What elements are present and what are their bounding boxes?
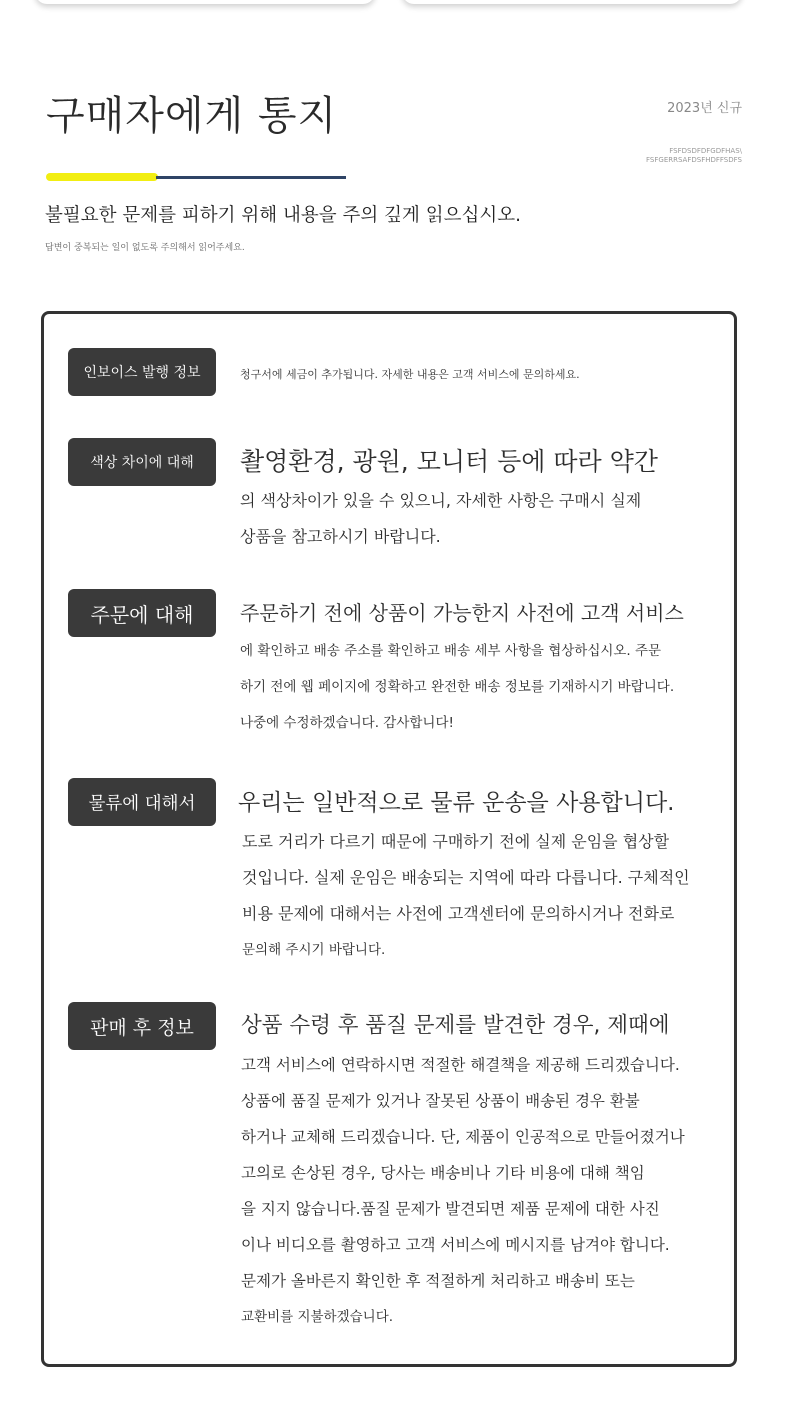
invoice-text-block [240, 366, 715, 382]
logistics-line: 문의해 주시기 바랍니다. [242, 942, 386, 958]
order-line: 하기 전에 웹 페이지에 정확하고 완전한 배송 정보를 기재하시기 바랍니다. [240, 679, 675, 695]
aftersale-line: 교환비를 지불하겠습니다. [241, 1309, 394, 1325]
top-card-right [402, 0, 742, 4]
aftersale-line: 이나 비디오를 촬영하고 고객 서비스에 메시지를 남겨야 합니다. [241, 1236, 670, 1254]
order-line: 나중에 수정하겠습니다. 감사합니다! [240, 715, 454, 731]
aftersale-lead: 상품 수령 후 품질 문제를 발견한 경우, 제때에 [241, 1013, 670, 1038]
subtitle: 불필요한 문제를 피하기 위해 내용을 주의 깊게 읽으십시오. [45, 205, 521, 226]
color-line: 상품을 참고하시기 바랍니다. [240, 527, 441, 546]
aftersale-line: 고의로 손상된 경우, 당사는 배송비나 기타 비용에 대해 책임 [241, 1164, 645, 1182]
aftersale-line: 고객 서비스에 연락하시면 적절한 해결책을 제공해 드리겠습니다. [241, 1056, 680, 1074]
color-lead: 촬영환경, 광원, 모니터 등에 따라 약간 [240, 447, 658, 476]
logistics-line: 도로 거리가 다르기 때문에 구매하기 전에 실제 운임을 협상할 [242, 832, 670, 851]
badge-order: 주문에 대해 [68, 589, 216, 637]
badge-logistics: 물류에 대해서 [68, 778, 216, 826]
aftersale-line: 상품에 품질 문제가 있거나 잘못된 상품이 배송된 경우 환불 [241, 1092, 640, 1110]
top-card-left [35, 0, 375, 4]
logistics-lead: 우리는 일반적으로 물류 운송을 사용합니다. [238, 790, 675, 816]
order-text-block [240, 593, 715, 741]
order-line: 에 확인하고 배송 주소를 확인하고 배송 세부 사항을 협상하십시오. 주문 [240, 643, 662, 659]
aftersale-line: 문제가 올바른지 확인한 후 적절하게 처리하고 배송비 또는 [241, 1272, 635, 1290]
accent-bar-navy [156, 176, 346, 179]
color-line: 의 색상차이가 있을 수 있으니, 자세한 사항은 구매시 실제 [240, 491, 642, 510]
logistics-line: 것입니다. 실제 운임은 배송되는 지역에 따라 다릅니다. 구체적인 [242, 868, 690, 887]
aftersale-text-block [241, 1005, 716, 1335]
order-lead: 주문하기 전에 상품이 가능한지 사전에 고객 서비스 [240, 601, 684, 625]
code-text [646, 147, 742, 165]
invoice-text: 청구서에 세금이 추가됩니다. 자세한 내용은 고객 서비스에 문의하세요. [240, 368, 580, 381]
year-label: 2023년 신규 [667, 101, 742, 116]
badge-color: 색상 차이에 대해 [68, 438, 216, 486]
color-text-block [240, 441, 715, 555]
badge-aftersale: 판매 후 정보 [68, 1002, 216, 1050]
page-title: 구매자에게 통지 [46, 93, 338, 139]
logistics-line: 비용 문제에 대해서는 사전에 고객센터에 문의하시거나 전화로 [242, 904, 675, 923]
logistics-text-block [238, 782, 713, 968]
accent-bar-yellow [46, 173, 158, 181]
code-line: FSFGERRSAFDSFHDFFSDFS [646, 156, 742, 164]
note: 답변이 중복되는 일이 없도록 주의해서 읽어주세요. [45, 243, 245, 253]
badge-invoice: 인보이스 발행 정보 [68, 348, 216, 396]
code-line: FSFDSDFDFGDFHAS\ [669, 147, 742, 155]
aftersale-line: 을 지지 않습니다.품질 문제가 발견되면 제품 문제에 대한 사진 [241, 1200, 660, 1218]
aftersale-line: 하거나 교체해 드리겠습니다. 단, 제품이 인공적으로 만들어졌거나 [241, 1128, 685, 1146]
